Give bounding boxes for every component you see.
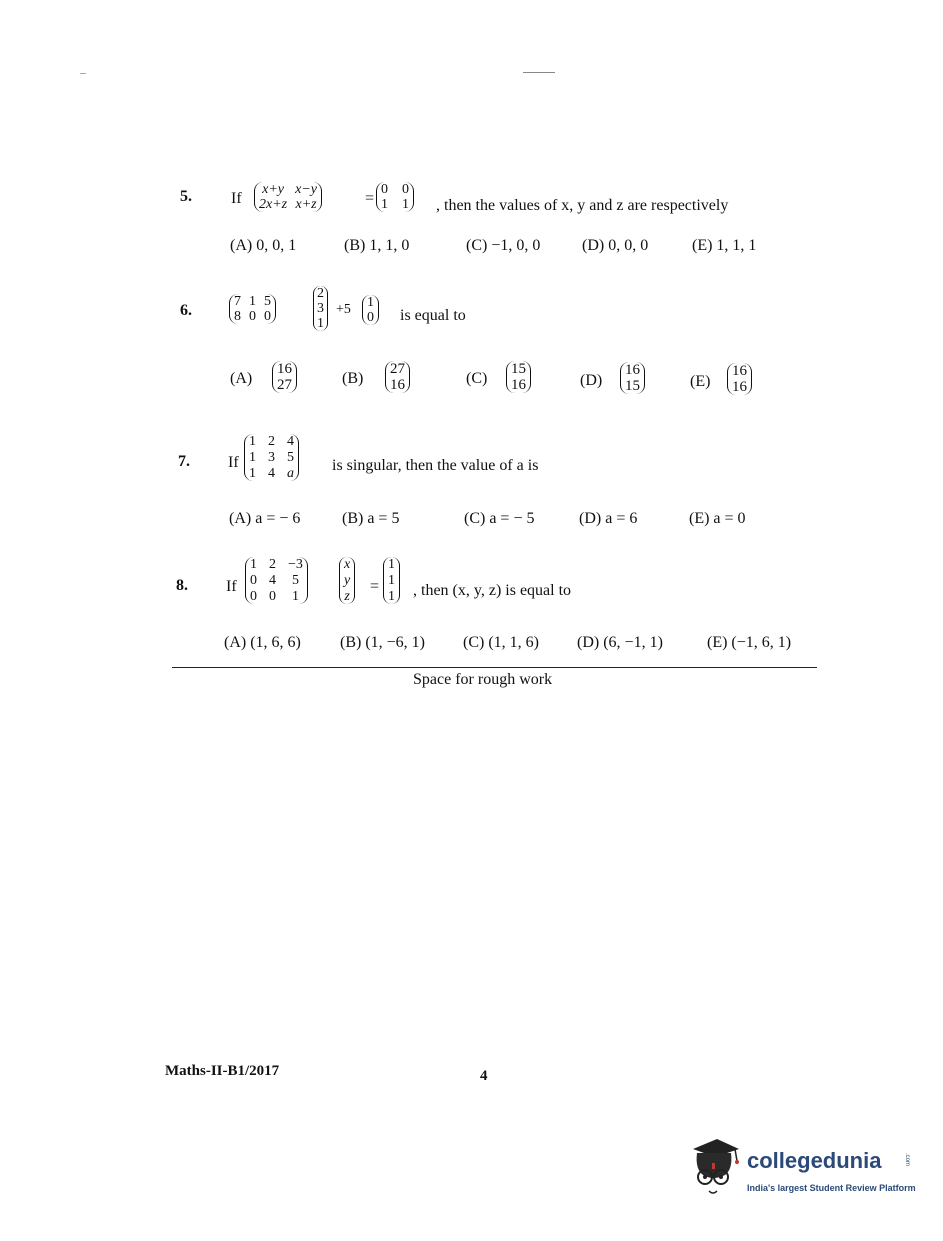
logo-tagline: India's largest Student Review Platform	[747, 1183, 916, 1193]
matrix-cell: 0	[381, 182, 388, 197]
option-e: (E) (−1, 6, 1)	[707, 634, 792, 651]
vector-cell: z	[344, 589, 350, 604]
logo-wordmark: collegedunia	[747, 1148, 882, 1173]
question-text: , then the values of x, y and z are respectively	[436, 197, 729, 214]
matrix-a	[229, 294, 276, 324]
option-c: (C) −1, 0, 0	[466, 237, 541, 254]
option-c: (C) a = − 5	[464, 510, 535, 527]
matrix-cell: 0	[269, 589, 276, 604]
vector-cell: 0	[367, 310, 374, 325]
matrix-cell: 5	[291, 573, 299, 588]
vector-cell: 16	[625, 362, 640, 378]
option-d: (D) 0, 0, 0	[582, 237, 649, 254]
matrix-cell: 1	[249, 466, 256, 481]
vector-cell: 15	[511, 361, 526, 377]
logo-suffix: .com	[904, 1153, 910, 1167]
matrix-b	[376, 182, 414, 212]
vector-cell: 16	[390, 377, 405, 393]
option-e-vector	[727, 363, 752, 395]
option-a-vector	[272, 361, 297, 393]
vector-cell: 16	[732, 363, 747, 379]
matrix-cell: 8	[234, 309, 241, 324]
option-b: (B) a = 5	[342, 510, 400, 527]
matrix-cell: 2	[269, 557, 276, 572]
option-c: (C) (1, 1, 6)	[463, 634, 539, 651]
matrix-cell: 1	[291, 589, 299, 604]
vector-cell: 27	[277, 377, 292, 393]
matrix-cell: 4	[268, 466, 275, 481]
matrix-cell: 1	[249, 450, 256, 465]
option-c-vector	[506, 361, 531, 393]
coefficient-matrix	[245, 557, 308, 604]
vector-cell: 3	[317, 301, 324, 316]
vector-cell: 27	[390, 361, 405, 377]
matrix-cell: 2	[268, 434, 275, 449]
option-e-label: (E)	[690, 373, 711, 390]
vector-c	[362, 295, 379, 325]
matrix-cell: 4	[269, 573, 276, 588]
matrix-cell: x+y	[262, 182, 284, 197]
vector-cell: x	[344, 557, 351, 572]
question-text: is singular, then the value of a is	[332, 457, 539, 474]
option-b: (B) (1, −6, 1)	[340, 634, 426, 651]
question-text: , then (x, y, z) is equal to	[413, 582, 572, 599]
matrix-cell: 0	[250, 573, 257, 588]
mascot-icon	[685, 1135, 743, 1197]
rough-work-label: Space for rough work	[413, 671, 553, 688]
option-a-label: (A)	[230, 370, 253, 387]
matrix-cell: 1	[249, 434, 256, 449]
matrix-cell: 4	[287, 434, 294, 449]
matrix-cell: 0	[250, 589, 257, 604]
equals-sign: =	[370, 578, 380, 595]
option-a: (A) a = − 6	[229, 510, 301, 527]
divider-rule	[172, 667, 817, 668]
option-d: (D) a = 6	[579, 510, 638, 527]
determinant-matrix	[244, 434, 299, 481]
paper-code: Maths-II-B1/2017	[165, 1063, 280, 1079]
if-label: If	[226, 578, 237, 595]
question-number: 7.	[178, 453, 190, 470]
matrix-cell: 2x+z	[259, 197, 288, 212]
question-text: is equal to	[400, 307, 466, 324]
result-vector	[383, 557, 400, 604]
question-number: 6.	[180, 302, 192, 319]
option-b-label: (B)	[342, 370, 364, 387]
if-label: If	[228, 454, 239, 471]
vector-cell: 1	[388, 589, 395, 604]
vector-cell: 16	[732, 379, 747, 395]
variable-vector	[339, 557, 355, 604]
vector-cell: 16	[277, 361, 292, 377]
matrix-cell: 1	[250, 557, 257, 572]
option-a: (A) (1, 6, 6)	[224, 634, 301, 651]
matrix-cell: 0	[402, 182, 409, 197]
option-a: (A) 0, 0, 1	[230, 237, 297, 254]
matrix-cell: 3	[268, 450, 275, 465]
matrix-cell: 1	[402, 197, 409, 212]
vector-cell: 1	[388, 573, 395, 588]
matrix-cell: 5	[264, 294, 271, 309]
option-e: (E) a = 0	[689, 510, 746, 527]
header-rule	[523, 72, 555, 73]
vector-cell: 2	[317, 286, 324, 301]
matrix-a	[254, 182, 322, 212]
vector-b	[313, 286, 328, 331]
question-number: 8.	[176, 577, 188, 594]
option-d-vector	[620, 362, 645, 394]
option-d-label: (D)	[580, 372, 603, 389]
vector-cell: 16	[511, 377, 526, 393]
matrix-cell: x−y	[295, 182, 317, 197]
equals-sign: =	[365, 190, 375, 207]
option-b-vector	[385, 361, 410, 393]
matrix-cell: 5	[287, 450, 294, 465]
option-b: (B) 1, 1, 0	[344, 237, 410, 254]
option-c-label: (C)	[466, 370, 488, 387]
option-d: (D) (6, −1, 1)	[577, 634, 663, 651]
matrix-cell: 7	[234, 294, 241, 309]
plus-five: +5	[336, 302, 351, 317]
matrix-cell: −3	[288, 557, 303, 572]
collegedunia-logo	[685, 1135, 743, 1202]
matrix-cell: a	[287, 466, 294, 481]
vector-cell: 15	[625, 378, 640, 394]
question-number: 5.	[180, 188, 192, 205]
vector-cell: 1	[388, 557, 395, 572]
matrix-cell: 1	[381, 197, 388, 212]
matrix-cell: 0	[264, 309, 271, 324]
vector-cell: 1	[367, 295, 374, 310]
if-label: If	[231, 190, 242, 207]
matrix-cell: 1	[249, 294, 256, 309]
page-number: 4	[480, 1068, 488, 1084]
vector-cell: y	[344, 573, 351, 588]
vector-cell: 1	[317, 316, 324, 331]
margin-mark	[80, 73, 86, 74]
matrix-cell: 0	[249, 309, 256, 324]
matrix-cell: x+z	[295, 197, 317, 212]
option-e: (E) 1, 1, 1	[692, 237, 757, 254]
